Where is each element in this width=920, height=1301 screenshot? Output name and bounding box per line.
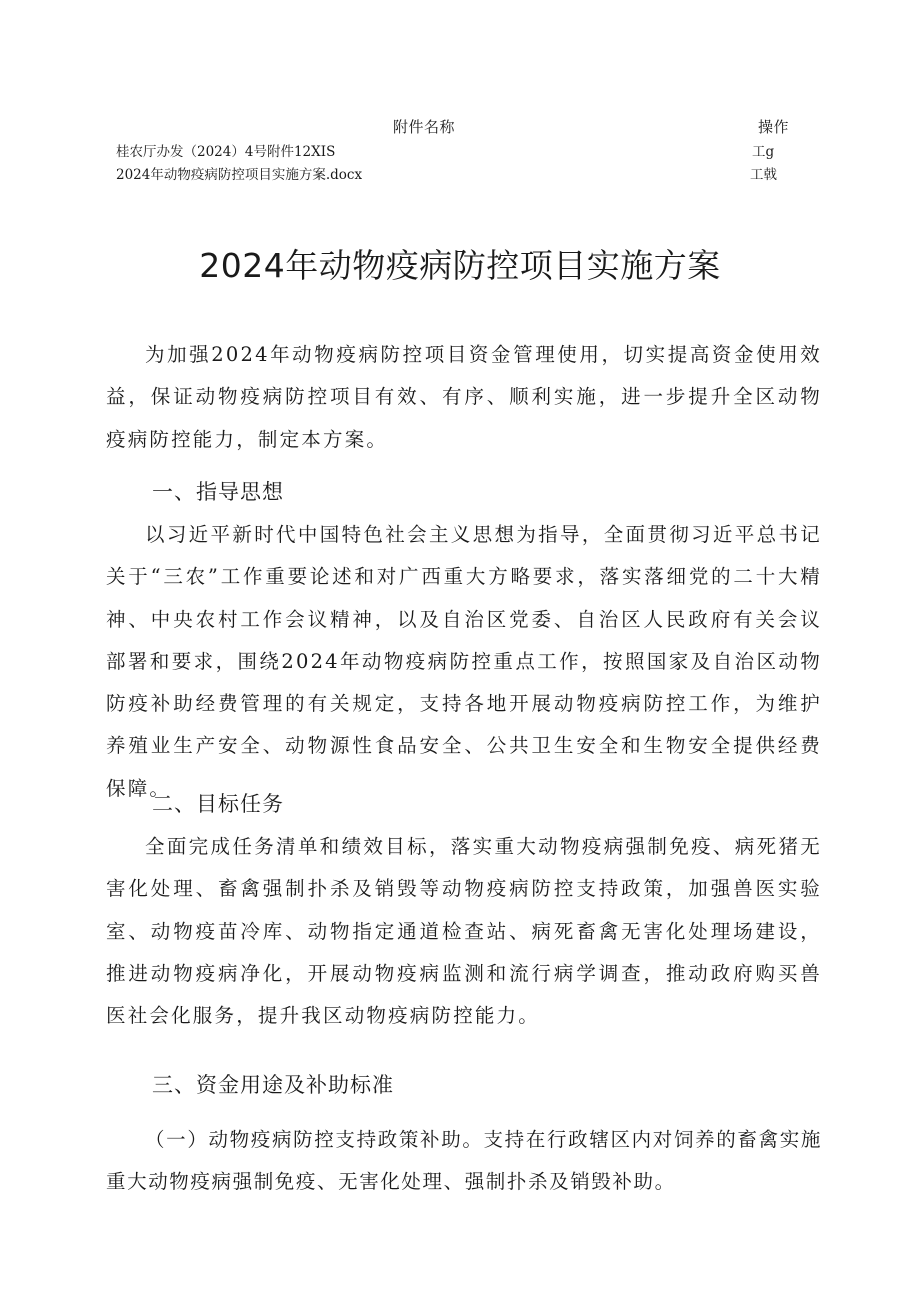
section-heading-goals-tasks: 二、目标任务 bbox=[152, 792, 284, 816]
section-paragraph-guiding-ideology: 以习近平新时代中国特色社会主义思想为指导，全面贯彻习近平总书记关于“三农”工作重要论述和对广西重大方略要求，落实落细党的二十大精神、中央农村工作会议精神，以及自治区党委、自治区人民政府有关会议部署和要求，围绕2024年动物疫病防控重点工作，按照国家及自治区动物防疫补助经费管理的有关规定，支持各地开展动物疫病防控工作，为维护养殖业生产安全、动物源性食品安全、公共卫生安全和生物安全提供经费保障。 bbox=[106, 523, 822, 800]
attachment-link-2[interactable]: 2024年动物疫病防控项目实施方案.docx bbox=[116, 167, 363, 183]
document-title: 2024年动物疫病防控项目实施方案 bbox=[199, 246, 721, 285]
attachment-action-2[interactable]: 工戟 bbox=[750, 167, 777, 183]
attachment-link-1[interactable]: 桂农厅办发（2024）4号附件12XIS bbox=[116, 144, 336, 160]
section-paragraph-fund-use-1: （一）动物疫病防控支持政策补助。支持在行政辖区内对饲养的畜禽实施重大动物疫病强制免疫、无害化处理、强制扑杀及销毁补助。 bbox=[106, 1128, 822, 1194]
section-paragraph-goals-tasks: 全面完成任务清单和绩效目标，落实重大动物疫病强制免疫、病死猪无害化处理、畜禽强制扑杀及销毁等动物疫病防控支持政策，加强兽医实验室、动物疫苗冷库、动物指定通道检查站、病死畜禽无害化处理场建设，推进动物疫病净化，开展动物疫病监测和流行病学调查，推动政府购买兽医社会化服务，提升我区动物疫病防控能力。 bbox=[106, 835, 822, 1028]
section-heading-guiding-ideology: 一、指导思想 bbox=[152, 480, 284, 504]
attachment-name-header: 附件名称 bbox=[393, 118, 456, 136]
section-heading-fund-use: 三、资金用途及补助标准 bbox=[152, 1073, 394, 1097]
attachment-action-header: 操作 bbox=[758, 118, 790, 136]
intro-paragraph: 为加强2024年动物疫病防控项目资金管理使用，切实提高资金使用效益，保证动物疫病防控项目有效、有序、顺利实施，进一步提升全区动物疫病防控能力，制定本方案。 bbox=[106, 343, 822, 451]
attachment-action-1[interactable]: 工g bbox=[752, 144, 775, 160]
